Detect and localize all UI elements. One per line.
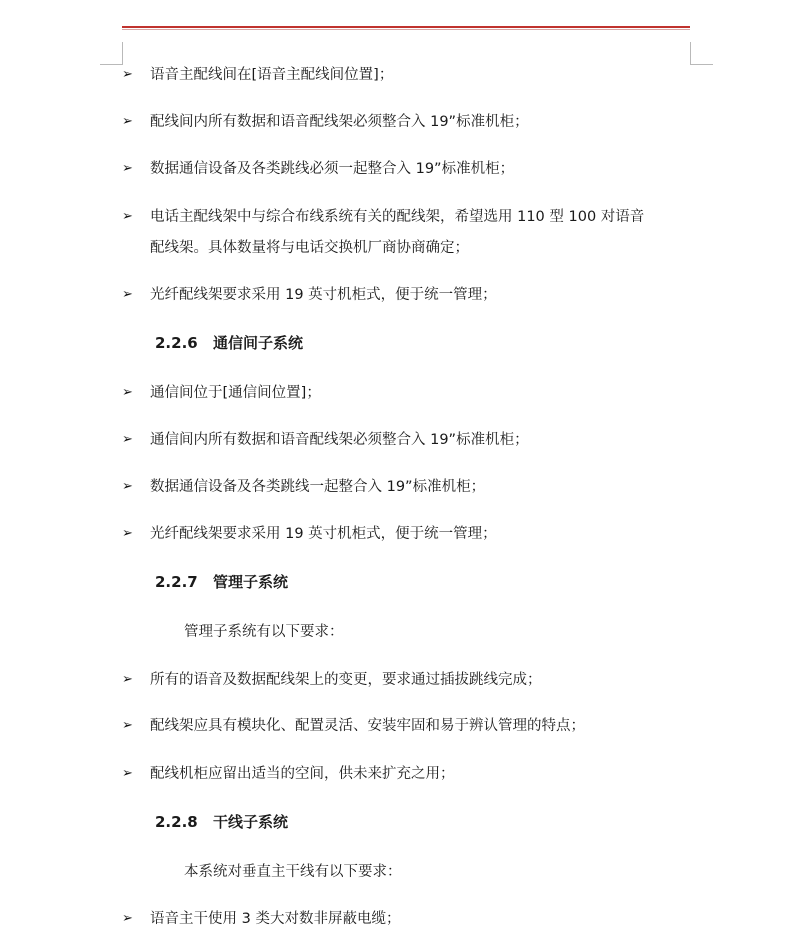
list-item-text: 通信间内所有数据和语音配线架必须整合入 19”标准机柜；	[150, 432, 529, 448]
section-number: 2.2.7	[155, 573, 198, 591]
section-number: 2.2.8	[155, 813, 198, 831]
list-item-text: 配线架应具有模块化、配置灵活、安装牢固和易于辨认管理的特点；	[150, 718, 585, 734]
bullet-arrow-icon: ➢	[122, 672, 133, 687]
bullet-arrow-icon: ➢	[122, 526, 133, 541]
section-title: 干线子系统	[213, 813, 289, 831]
list-item-text: 通信间位于[通信间位置]；	[150, 385, 321, 401]
margin-corner-left	[100, 42, 123, 65]
header-rule-shadow	[122, 29, 690, 30]
list-item-text: 配线架。具体数量将与电话交换机厂商协商确定；	[150, 240, 469, 256]
list-item-text: 配线机柜应留出适当的空间，供未来扩充之用；	[150, 766, 455, 782]
list-item-text: 光纤配线架要求采用 19 英寸机柜式，便于统一管理；	[150, 287, 497, 303]
list-item-text: 数据通信设备及各类跳线必须一起整合入 19”标准机柜；	[150, 161, 515, 177]
bullet-arrow-icon: ➢	[122, 209, 133, 224]
list-item-text: 所有的语音及数据配线架上的变更，要求通过插拔跳线完成；	[150, 672, 542, 688]
bullet-arrow-icon: ➢	[122, 479, 133, 494]
list-item-text: 光纤配线架要求采用 19 英寸机柜式，便于统一管理；	[150, 526, 497, 542]
bullet-arrow-icon: ➢	[122, 766, 133, 781]
bullet-arrow-icon: ➢	[122, 432, 133, 447]
bullet-arrow-icon: ➢	[122, 161, 133, 176]
bullet-arrow-icon: ➢	[122, 911, 133, 926]
paragraph-text: 本系统对垂直主干线有以下要求：	[184, 864, 402, 880]
section-title: 通信间子系统	[213, 334, 304, 352]
header-rule	[122, 26, 690, 28]
bullet-arrow-icon: ➢	[122, 287, 133, 302]
list-item-text: 配线间内所有数据和语音配线架必须整合入 19”标准机柜；	[150, 114, 529, 130]
bullet-arrow-icon: ➢	[122, 67, 133, 82]
list-item-text: 语音主干使用 3 类大对数非屏蔽电缆；	[150, 911, 401, 927]
list-item-text: 语音主配线间在[语音主配线间位置]；	[150, 67, 394, 83]
bullet-arrow-icon: ➢	[122, 114, 133, 129]
section-number: 2.2.6	[155, 334, 198, 352]
list-item-text: 电话主配线架中与综合布线系统有关的配线架，希望选用 110 型 100 对语音	[150, 209, 645, 225]
bullet-arrow-icon: ➢	[122, 385, 133, 400]
bullet-arrow-icon: ➢	[122, 718, 133, 733]
paragraph-text: 管理子系统有以下要求：	[184, 624, 344, 640]
section-title: 管理子系统	[213, 573, 289, 591]
margin-corner-right	[690, 42, 713, 65]
list-item-text: 数据通信设备及各类跳线一起整合入 19”标准机柜；	[150, 479, 486, 495]
